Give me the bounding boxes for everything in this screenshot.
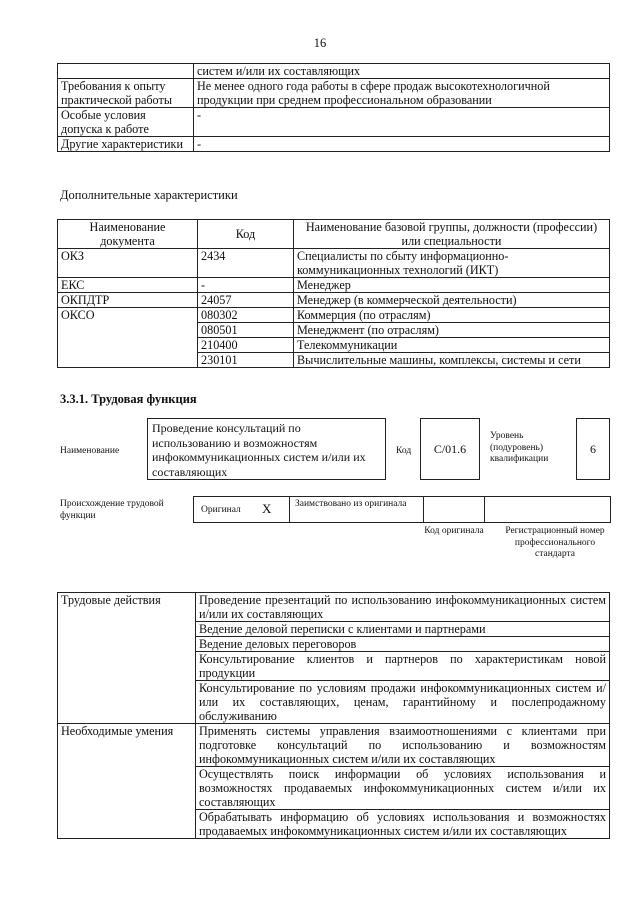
table-cell: Вычислительные машины, комплексы, системы и сети: [294, 353, 610, 368]
divider: [484, 496, 485, 523]
level-value-box: 6: [576, 418, 610, 480]
original-mark: X: [262, 501, 272, 516]
reg-number-caption: Регистрационный номер профессионального стандарта: [505, 526, 605, 559]
code-original-caption: Код оригинала: [424, 526, 484, 536]
table-cell: -: [194, 137, 610, 152]
table-cell: Ведение деловых переговоров: [196, 637, 610, 652]
function-name-box: Проведение консультаций по использованию и возможностям инфокоммуникационных систем и/или их составляющих: [147, 418, 386, 480]
page-number: 16: [313, 36, 327, 50]
table-row: [58, 64, 610, 79]
section-title: Дополнительные характеристики: [60, 188, 238, 202]
actions-label: Трудовые действия: [58, 593, 196, 724]
skills-label: Необходимые умения: [58, 724, 196, 839]
table-cell: 2434: [198, 249, 294, 278]
table-cell: Другие характеристики: [58, 137, 194, 152]
table-cell: -: [198, 278, 294, 293]
origin-label: Происхождение трудовой функции: [60, 499, 164, 521]
origin-box: [193, 496, 611, 523]
table-cell: 230101: [198, 353, 294, 368]
table-cell: Менеджер (в коммерческой деятельности): [294, 293, 610, 308]
table-row: [58, 79, 610, 108]
table-cell: Коммерция (по отраслям): [294, 308, 610, 323]
table-cell: Особые условия допуска к работе: [58, 108, 194, 137]
divider: [289, 496, 290, 523]
table-row: [58, 724, 610, 767]
additional-table: [57, 219, 610, 368]
actions-skills-table: [57, 592, 610, 839]
table-cell: -: [194, 108, 610, 137]
table-cell: Проведение презентаций по использованию инфокоммуникационных систем и/или их составляющих: [196, 593, 610, 622]
table-cell: Телекоммуникации: [294, 338, 610, 353]
table-header-row: [58, 220, 610, 249]
table-cell: ЕКС: [58, 278, 198, 293]
table-cell: Консультирование по условиям продажи инфокоммуникационных систем и/или их составляющих, ценам, гарантийному и послепродажному обслуживанию: [196, 681, 610, 724]
level-label: Уровень (подуровень) квалификации: [490, 431, 549, 464]
table-row: [58, 593, 610, 622]
table-row: [58, 308, 610, 323]
table-row: [58, 278, 610, 293]
table-cell: Консультирование клиентов и партнеров по характеристикам новой продукции: [196, 652, 610, 681]
table-cell: 24057: [198, 293, 294, 308]
divider: [423, 496, 424, 523]
table-cell: ОКПДТР: [58, 293, 198, 308]
code-label: Код: [396, 446, 412, 456]
table-cell: Не менее одного года работы в сфере продаж высокотехнологичной продукции при среднем профессиональном образовании: [194, 79, 610, 108]
table-cell: Применять системы управления взаимоотношениями с клиентами при подготовке консультаций по использованию и возможностям инфокоммуникационных систем и/или их составляющих: [196, 724, 610, 767]
original-label: Оригинал: [201, 505, 241, 515]
table-cell: Ведение деловой переписки с клиентами и партнерами: [196, 622, 610, 637]
table-cell: Специалисты по сбыту информационно-коммуникационных технологий (ИКТ): [294, 249, 610, 278]
table-cell: Обрабатывать информацию об условиях использования и возможностях продаваемых инфокоммуникационных систем и/или их составляющих: [196, 810, 610, 839]
borrowed-label: Заимствовано из оригинала: [295, 499, 407, 509]
table-row: [58, 137, 610, 152]
table-row: [58, 108, 610, 137]
code-value-box: C/01.6: [420, 418, 480, 480]
requirements-table: [57, 63, 610, 152]
table-cell: Требования к опыту практической работы: [58, 79, 194, 108]
column-header: Наименование базовой группы, должности (профессии) или специальности: [294, 220, 610, 249]
table-cell: ОКЗ: [58, 249, 198, 278]
table-cell: [58, 64, 194, 79]
table-cell: 080302: [198, 308, 294, 323]
function-heading: 3.3.1. Трудовая функция: [60, 392, 197, 406]
table-cell: систем и/или их составляющих: [194, 64, 610, 79]
table-row: [58, 293, 610, 308]
table-cell: 210400: [198, 338, 294, 353]
name-label: Наименование: [60, 446, 120, 456]
table-row: [58, 249, 610, 278]
table-cell: Менеджер: [294, 278, 610, 293]
table-cell: 080501: [198, 323, 294, 338]
table-cell: Менеджмент (по отраслям): [294, 323, 610, 338]
column-header: Код: [198, 220, 294, 249]
column-header: Наименование документа: [58, 220, 198, 249]
table-cell: ОКСО: [58, 308, 198, 368]
table-cell: Осуществлять поиск информации об условиях использования и возможностях продаваемых инфокоммуникационных систем и/или их составляющих: [196, 767, 610, 810]
